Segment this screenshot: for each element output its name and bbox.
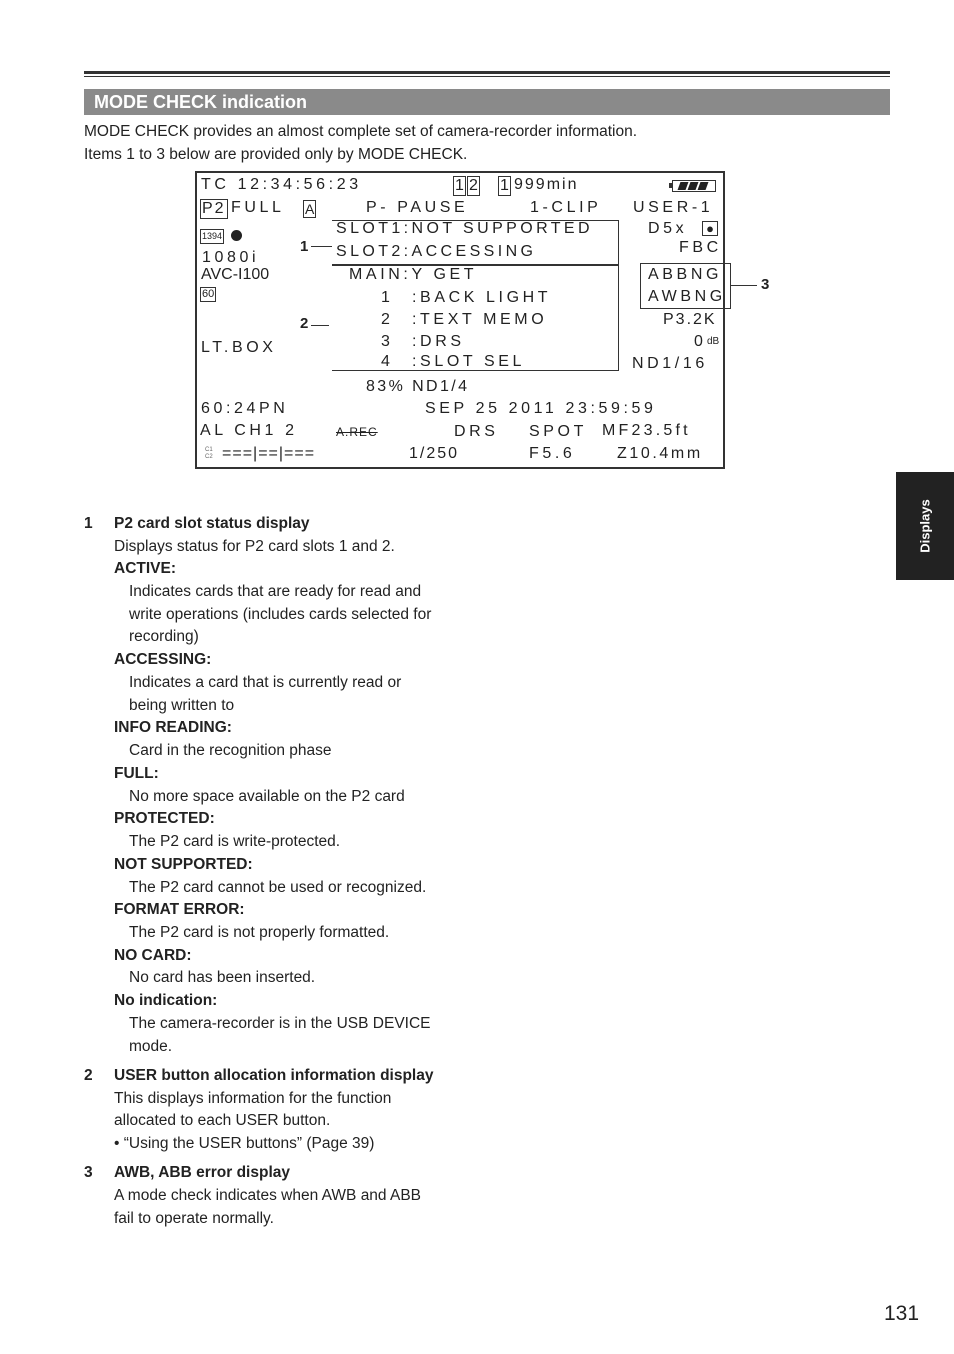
a-rec-label: A.REC xyxy=(336,425,378,439)
side-tab xyxy=(896,472,954,580)
p2-label: P2 xyxy=(202,200,226,217)
intro-line-2: Items 1 to 3 below are provided only by MODE CHECK. xyxy=(84,146,468,163)
date-time: SEP 25 2011 23:59:59 xyxy=(425,400,657,417)
remaining-slot-box: 1 xyxy=(500,177,509,194)
tag-1394: 1394 xyxy=(200,229,224,244)
slot2-indicator: 2 xyxy=(469,177,478,194)
status-desc-no-card: No card has been inserted. xyxy=(129,969,316,986)
menu-num-2: 2 xyxy=(381,311,394,328)
item-2-reference: • “Using the USER buttons” (Page 39) xyxy=(114,1135,375,1152)
item-1-desc: Displays status for P2 card slots 1 and 2. xyxy=(114,538,395,555)
codec-label: AVC-I100 xyxy=(201,266,270,283)
status-label-accessing: ACCESSING: xyxy=(114,651,212,668)
tag-60: 60 xyxy=(202,288,215,300)
user-mode: USER-1 xyxy=(633,199,714,216)
status-label-no-indication: No indication: xyxy=(114,992,218,1009)
slot2-status: SLOT2:ACCESSING xyxy=(336,243,537,260)
video-format: 1080i xyxy=(202,249,260,266)
top-rule-thick xyxy=(84,71,890,74)
callout-1-line xyxy=(311,246,332,247)
status-desc-accessing-1: Indicates a card that is currently read or xyxy=(129,674,402,691)
f-number: F5.6 xyxy=(529,445,576,462)
item-2-desc-1: This displays information for the function xyxy=(114,1090,392,1107)
status-desc-full: No more space available on the P2 card xyxy=(129,788,405,805)
section-title: MODE CHECK indication xyxy=(84,89,890,115)
item-3-desc-2: fail to operate normally. xyxy=(114,1210,274,1227)
iris-nd: 83% ND1/4 xyxy=(366,378,470,395)
status-label-protected: PROTECTED: xyxy=(114,810,215,827)
status-desc-active-3: recording) xyxy=(129,628,199,645)
callout-2-line xyxy=(311,325,329,326)
status-desc-no-indication-2: mode. xyxy=(129,1038,173,1055)
status-desc-not-supported: The P2 card cannot be used or recognized. xyxy=(129,879,427,896)
drs-label: DRS xyxy=(454,423,499,440)
top-rule-thin xyxy=(84,76,890,77)
menu-label-3: :DRS xyxy=(412,333,465,350)
item-2-desc-2: allocated to each USER button. xyxy=(114,1112,331,1129)
status-desc-active-2: write operations (includes cards selected for xyxy=(129,606,432,623)
item-3-number: 3 xyxy=(84,1164,93,1181)
menu-num-1: 1 xyxy=(381,289,394,306)
menu-label-4: :SLOT SEL xyxy=(412,353,526,370)
audio-a-box: A xyxy=(305,201,315,217)
item-3-title: AWB, ABB error display xyxy=(114,1164,290,1181)
slot1-status: SLOT1:NOT SUPPORTED xyxy=(336,220,593,237)
status-label-active: ACTIVE: xyxy=(114,560,176,577)
item-3-desc-1: A mode check indicates when AWB and ABB xyxy=(114,1187,422,1204)
nd-filter: ND1/16 xyxy=(632,355,708,372)
menu-num-3: 3 xyxy=(381,333,394,350)
status-desc-active-1: Indicates cards that are ready for read and xyxy=(129,583,422,600)
gain-value: 0 xyxy=(694,333,707,350)
menu-label-2: :TEXT MEMO xyxy=(412,311,548,328)
d5x-label: D5x xyxy=(648,220,688,237)
audio-meter: ===|==|=== xyxy=(222,445,316,462)
abb-error: ABBNG xyxy=(648,266,723,283)
letterbox-label: LT.BOX xyxy=(201,339,277,356)
status-desc-protected: The P2 card is write-protected. xyxy=(129,833,341,850)
stabilizer-icon: ● xyxy=(702,221,718,236)
gain-unit: dB xyxy=(707,336,720,347)
item-2-number: 2 xyxy=(84,1067,93,1084)
status-desc-no-indication-1: The camera-recorder is in the USB DEVICE xyxy=(129,1015,431,1032)
callout-3-line xyxy=(731,285,757,286)
side-tab-label: Displays xyxy=(917,499,933,553)
audio-level-ch: AL CH1 2 xyxy=(200,422,298,439)
status-label-no-card: NO CARD: xyxy=(114,947,192,964)
awb-error: AWBNG xyxy=(648,288,726,305)
frame-rate: 60:24PN xyxy=(201,400,289,417)
fbc-label: FBC xyxy=(679,239,722,256)
slot1-indicator: 1 xyxy=(455,177,464,194)
full-label: FULL xyxy=(231,199,285,216)
intro-line-1: MODE CHECK provides an almost complete set of camera-recorder information. xyxy=(84,123,638,140)
menu-label-1: :BACK LIGHT xyxy=(412,289,552,306)
status-label-not-supported: NOT SUPPORTED: xyxy=(114,856,253,873)
remaining-time: 999min xyxy=(514,176,579,193)
status-desc-format-error: The P2 card is not properly formatted. xyxy=(129,924,390,941)
item-2-title: USER button allocation information display xyxy=(114,1067,434,1084)
shutter-speed: 1/250 xyxy=(409,445,460,462)
clip-count: 1-CLIP xyxy=(530,199,602,216)
record-dot xyxy=(231,230,242,241)
status-label-full: FULL: xyxy=(114,765,159,782)
battery-icon xyxy=(672,180,716,192)
p-pause: P- PAUSE xyxy=(366,199,469,216)
ch-mini-label: C1 C2 xyxy=(205,447,213,460)
status-desc-accessing-2: being written to xyxy=(129,697,235,714)
status-label-format-error: FORMAT ERROR: xyxy=(114,901,245,918)
callout-2: 2 xyxy=(300,315,309,332)
status-desc-info-reading: Card in the recognition phase xyxy=(129,742,332,759)
callout-3: 3 xyxy=(761,276,770,293)
spot-label: SPOT xyxy=(529,423,587,440)
color-temp: P3.2K xyxy=(663,311,717,328)
item-1-title: P2 card slot status display xyxy=(114,515,310,532)
status-label-info-reading: INFO READING: xyxy=(114,719,232,736)
menu-num-4: 4 xyxy=(381,353,394,370)
item-1-number: 1 xyxy=(84,515,93,532)
callout-1: 1 xyxy=(300,238,309,255)
zoom-value: Z10.4mm xyxy=(617,445,703,462)
menu-title: MAIN:Y GET xyxy=(349,266,478,283)
focus-distance: MF23.5ft xyxy=(602,422,691,439)
timecode: TC 12:34:56:23 xyxy=(201,176,362,193)
page-number: 131 xyxy=(884,1302,920,1325)
